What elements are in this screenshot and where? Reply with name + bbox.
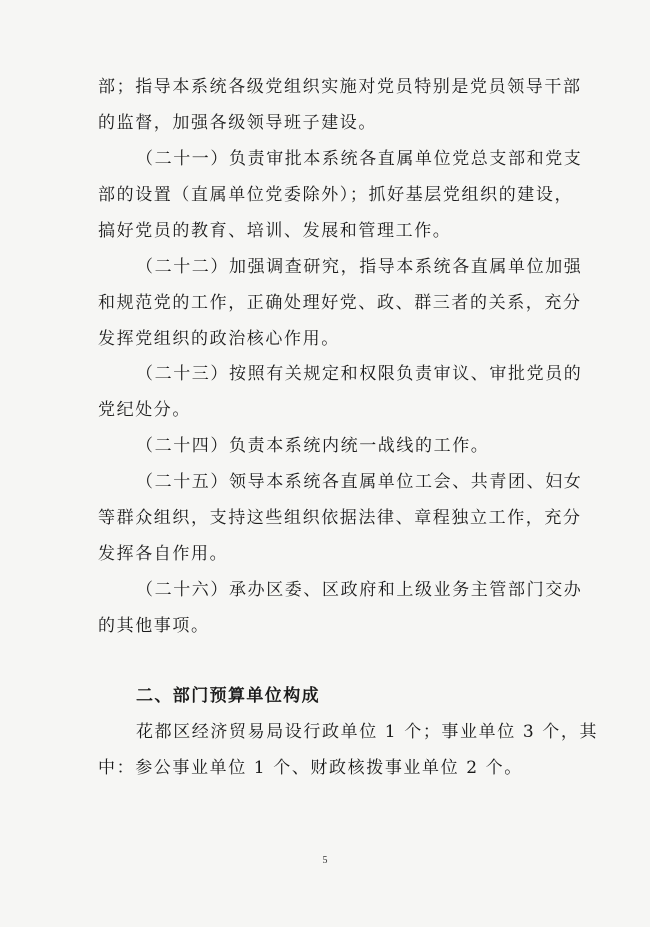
section-paragraph-line: 花都区经济贸易局设行政单位 1 个；事业单位 3 个，其 [136,722,599,742]
paragraph-line: （二十四）负责本系统内统一战线的工作。 [136,436,490,456]
paragraph-line: 部；指导本系统各级党组织实施对党员特别是党员领导干部 [98,77,582,97]
paragraph-line: 发挥党组织的政治核心作用。 [98,329,340,349]
paragraph-line: 党纪处分。 [98,400,191,420]
paragraph-line: 的监督，加强各级领导班子建设。 [98,113,377,133]
paragraph-line: （二十二）加强调查研究，指导本系统各直属单位加强 [136,257,583,277]
paragraph-line: 的其他事项。 [98,616,210,636]
paragraph-line: （二十五）领导本系统各直属单位工会、共青团、妇女 [136,472,583,492]
paragraph-line: 等群众组织，支持这些组织依据法律、章程独立工作，充分 [98,508,582,528]
section-heading: 二、部门预算单位构成 [136,686,320,706]
paragraph-line: （二十三）按照有关规定和权限负责审议、审批党员的 [136,364,583,384]
paragraph-line: 搞好党员的教育、培训、发展和管理工作。 [98,221,452,241]
paragraph-line: （二十六）承办区委、区政府和上级业务主管部门交办 [136,580,583,600]
page-number: 5 [322,855,328,866]
section-paragraph-line: 中：参公事业单位 1 个、财政核拨事业单位 2 个。 [98,758,523,778]
paragraph-line: （二十一）负责审批本系统各直属单位党总支部和党支 [136,149,583,169]
paragraph-line: 发挥各自作用。 [98,544,229,564]
paragraph-line: 部的设置（直属单位党委除外）；抓好基层党组织的建设， [98,185,574,205]
paragraph-line: 和规范党的工作，正确处理好党、政、群三者的关系，充分 [98,293,582,313]
